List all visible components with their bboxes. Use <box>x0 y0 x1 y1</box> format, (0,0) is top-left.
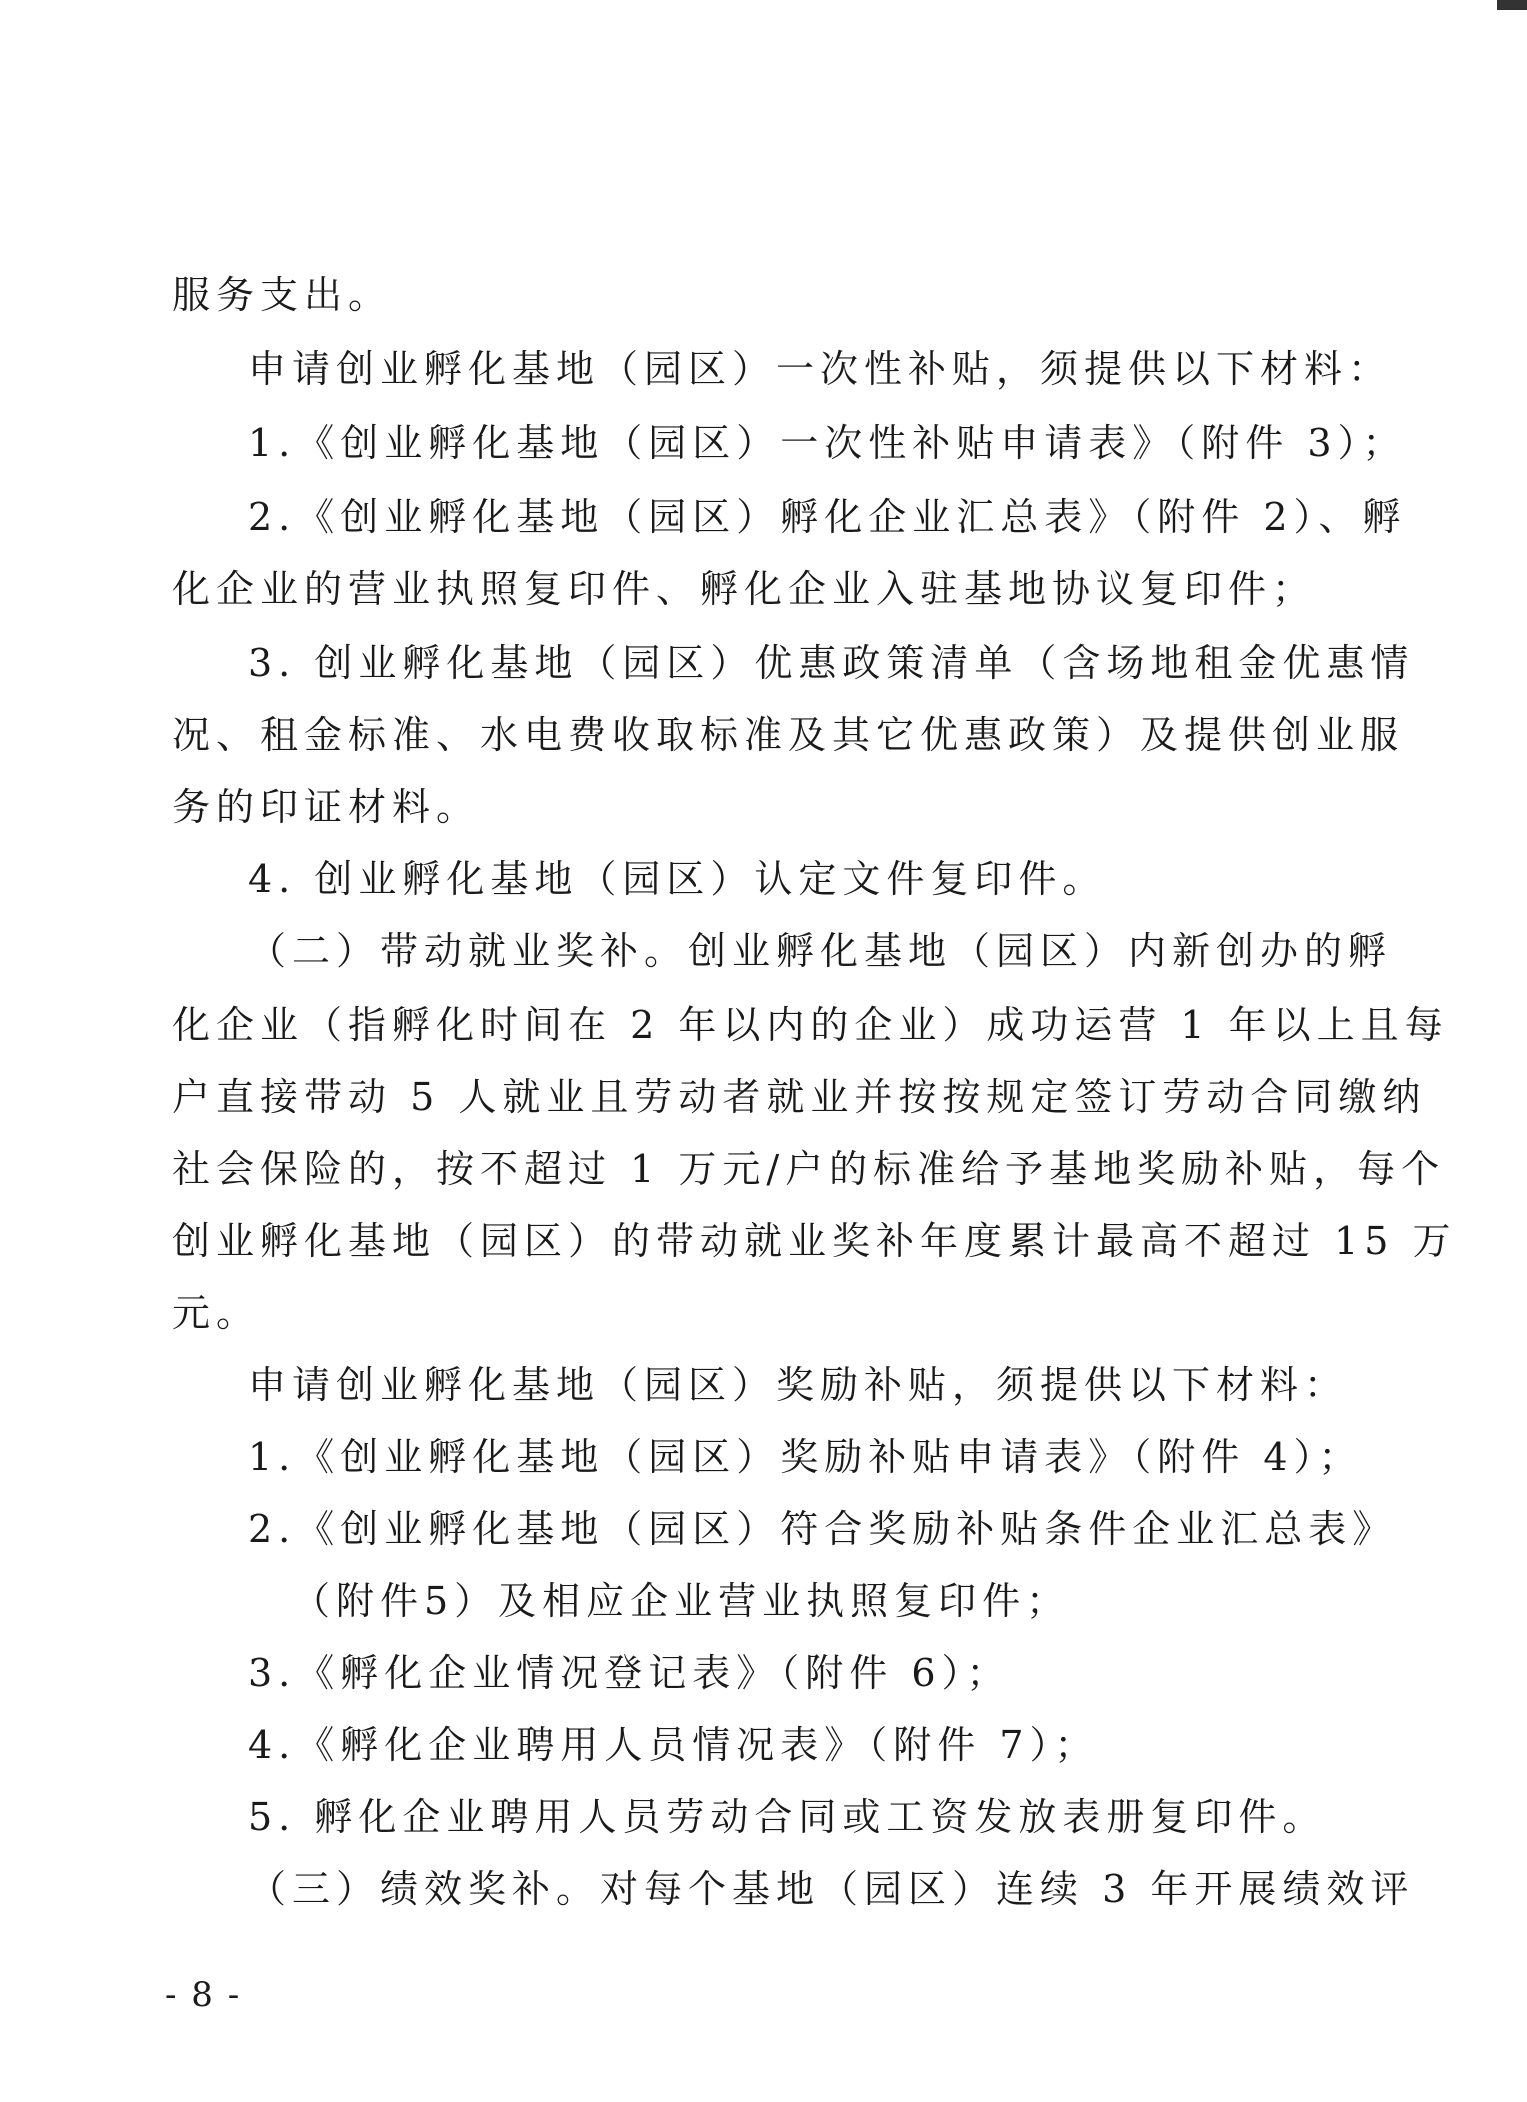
text-line: （三）绩效奖补。对每个基地（园区）连续 3 年开展绩效评 <box>248 1867 1415 1911</box>
text-line: （二）带动就业奖补。创业孵化基地（园区）内新创办的孵 <box>248 929 1393 973</box>
text-line: 5. 孵化企业聘用人员劳动合同或工资发放表册复印件。 <box>248 1795 1327 1839</box>
text-line: （附件5）及相应企业营业执照复印件； <box>292 1579 1071 1623</box>
text-line: 3.《孵化企业情况登记表》（附件 6）； <box>248 1651 1011 1695</box>
text-line: 元。 <box>172 1291 261 1335</box>
text-line: 1.《创业孵化基地（园区）奖励补贴申请表》（附件 4）； <box>248 1435 1363 1479</box>
text-line: 1.《创业孵化基地（园区）一次性补贴申请表》（附件 3）； <box>248 421 1407 465</box>
text-line: 申请创业孵化基地（园区）一次性补贴，须提供以下材料： <box>248 347 1393 391</box>
text-line: 3. 创业孵化基地（园区）优惠政策清单（含场地租金优惠情 <box>248 641 1415 685</box>
text-line: 创业孵化基地（园区）的带动就业奖补年度累计最高不超过 15 万 <box>172 1219 1457 1263</box>
text-line: 服务支出。 <box>172 273 393 317</box>
text-line: 4.《孵化企业聘用人员情况表》（附件 7）； <box>248 1723 1099 1767</box>
text-line: 2.《创业孵化基地（园区）孵化企业汇总表》（附件 2）、孵 <box>248 495 1407 539</box>
text-line: 务的印证材料。 <box>172 785 481 829</box>
page-number: - 8 - <box>165 1975 242 2015</box>
text-line: 申请创业孵化基地（园区）奖励补贴，须提供以下材料： <box>248 1363 1349 1407</box>
text-line: 户直接带动 5 人就业且劳动者就业并按按规定签订劳动合同缴纳 <box>172 1075 1427 1119</box>
text-line: 化企业（指孵化时间在 2 年以内的企业）成功运营 1 年以上且每 <box>172 1003 1449 1047</box>
text-line: 2.《创业孵化基地（园区）符合奖励补贴条件企业汇总表》 <box>248 1507 1397 1551</box>
text-line: 社会保险的，按不超过 1 万元/户的标准给予基地奖励补贴，每个 <box>172 1147 1446 1191</box>
text-line: 况、租金标准、水电费收取标准及其它优惠政策）及提供创业服 <box>172 713 1405 757</box>
text-line: 4. 创业孵化基地（园区）认定文件复印件。 <box>248 857 1107 901</box>
text-line: 化企业的营业执照复印件、孵化企业入驻基地协议复印件； <box>172 567 1317 611</box>
